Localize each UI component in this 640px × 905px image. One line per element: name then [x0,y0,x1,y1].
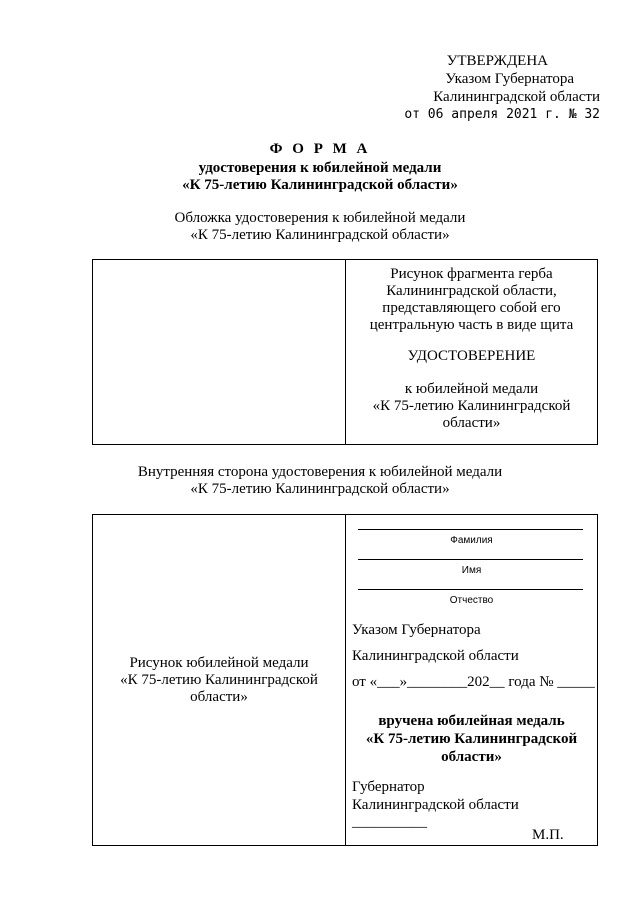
inner-title-line2: «К 75-летию Калининградской области» [190,481,450,497]
governor-line2: Калининградской области __________ [352,797,519,830]
form-title: Ф О Р М А [269,141,371,157]
form-subtitle [0,160,640,194]
cover-medal-line1: к юбилейной медали [404,381,539,397]
cover-coat-line1: Рисунок фрагмента герба [390,266,553,282]
medal-picture-line3: области» [190,688,248,705]
surname-caption: Фамилия [450,535,493,546]
decree-line2: Калининградской области [352,648,519,664]
cover-coat-line2: Калининградской области, [386,283,557,299]
inner-left-cell [93,515,346,846]
medal-picture-line2: «К 75-летию Калининградской [120,671,318,688]
cover-section-title [0,210,640,244]
decree-line3: от «___»________202__ года № _____ [352,674,595,690]
approval-line-decree: Указом Губернатора [445,71,574,87]
cover-table [92,259,598,445]
cover-title-line1: Обложка удостоверения к юбилейной медали [174,210,466,226]
inner-section-title [0,464,640,498]
decree-line1: Указом Губернатора [352,622,481,638]
stamp-place: М.П. [532,827,564,843]
medal-picture-line1: Рисунок юбилейной медали [129,654,309,671]
award-line3: области» [441,749,502,765]
cover-title-line2: «К 75-летию Калининградской области» [190,227,450,243]
inner-table [92,514,598,846]
approval-line-region: Калининградской области [433,89,600,105]
surname-line [358,529,583,530]
name-line [358,559,583,560]
patronymic-caption: Отчество [449,595,494,606]
patronymic-line [358,589,583,590]
award-line2: «К 75-летию Калининградской [365,731,578,747]
cover-medal-line2: «К 75-летию Калининградской [372,398,571,414]
inner-title-line1: Внутренняя сторона удостоверения к юбилейной медали [137,464,503,480]
inner-right-cell [346,515,598,846]
approval-line-date: от 06 апреля 2021 г. № 32 [404,107,600,122]
form-subtitle-line2: «К 75-летию Калининградской области» [182,177,458,193]
name-caption: Имя [461,565,482,576]
cover-right-cell [346,260,598,445]
approval-stamp [360,52,600,124]
award-line1: вручена юбилейная медаль [378,713,565,729]
cover-left-cell [93,260,346,445]
cover-medal-line3: области» [442,415,501,431]
cover-heading: УДОСТОВЕРЕНИЕ [407,348,536,364]
cover-coat-line4: центральную часть в виде щита [369,317,574,333]
cover-coat-line3: представляющего собой его [382,300,561,316]
approval-line-approved: УТВЕРЖДЕНА [446,53,548,69]
governor-line1: Губернатор [352,779,425,795]
form-subtitle-line1: удостоверения к юбилейной медали [198,160,442,176]
